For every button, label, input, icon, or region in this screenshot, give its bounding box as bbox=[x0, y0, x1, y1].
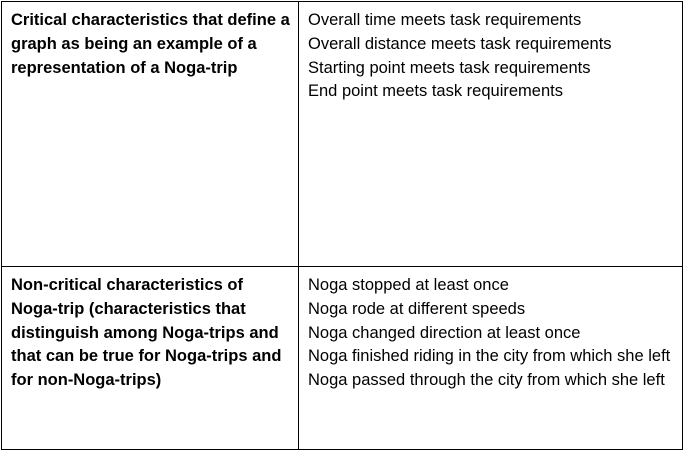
non-critical-characteristics-row bbox=[2, 267, 682, 449]
list-item: Noga finished riding in the city from which she left bbox=[308, 347, 671, 366]
critical-characteristics-row bbox=[2, 2, 682, 267]
list-item: Noga rode at different speeds bbox=[308, 299, 526, 318]
non-critical-characteristics-list bbox=[308, 274, 676, 393]
row-items-cell bbox=[299, 2, 682, 266]
non-critical-characteristics-heading: Non-critical characteristics of Noga-trip (characteristics that distinguish among Noga-trips and that can be true for Noga-trips and for non-Noga-trips) bbox=[11, 276, 282, 390]
list-item: Noga stopped at least once bbox=[308, 276, 509, 294]
list-item: Noga passed through the city from which she left bbox=[308, 371, 665, 390]
critical-characteristics-heading: Critical characteristics that define a graph as being an example of a representation of a Noga-trip bbox=[11, 11, 290, 77]
list-item: End point meets task requirements bbox=[308, 82, 563, 101]
row-items-cell bbox=[299, 267, 682, 449]
characteristics-table bbox=[1, 1, 683, 450]
list-item: Noga changed direction at least once bbox=[308, 323, 581, 342]
row-heading-cell bbox=[2, 267, 299, 449]
critical-characteristics-list bbox=[308, 9, 676, 104]
list-item: Overall distance meets task requirements bbox=[308, 34, 612, 53]
list-item: Overall time meets task requirements bbox=[308, 11, 582, 29]
row-heading-cell bbox=[2, 2, 299, 266]
list-item: Starting point meets task requirements bbox=[308, 58, 591, 77]
